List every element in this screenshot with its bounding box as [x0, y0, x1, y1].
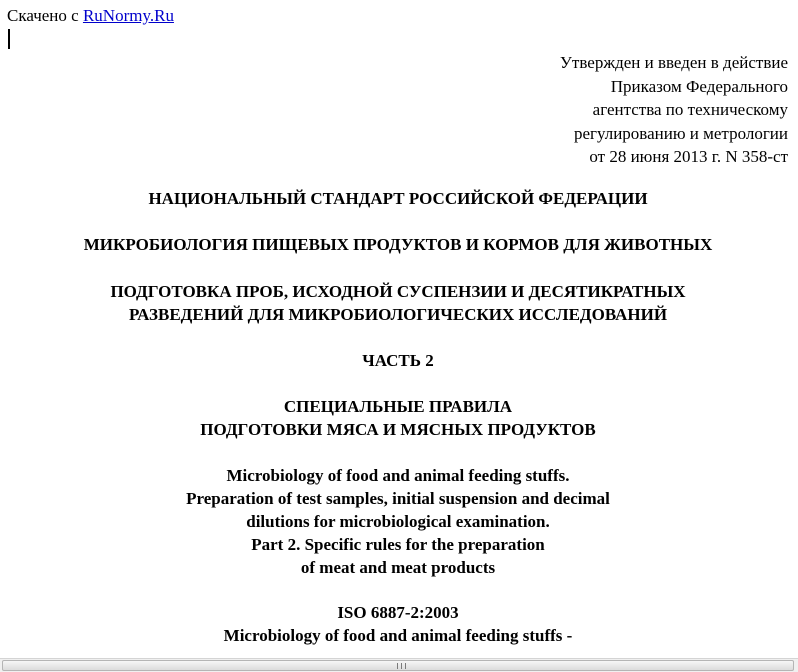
- iso-code: ISO 6887-2:2003: [337, 603, 459, 622]
- grip-icon: [397, 663, 406, 669]
- part-text: ЧАСТЬ 2: [362, 351, 434, 370]
- approval-line: от 28 июня 2013 г. N 358-ст: [589, 147, 788, 166]
- approval-block: [368, 51, 788, 169]
- approval-line: регулированию и метрологии: [573, 123, 788, 143]
- approval-line: Утвержден и введен в действие: [559, 53, 788, 72]
- preparation-heading: [0, 280, 796, 326]
- part-heading: [0, 349, 796, 372]
- iso-title-line: Microbiology of food and animal feeding stuffs -: [223, 626, 573, 645]
- english-title-line: dilutions for microbiological examination.: [246, 512, 550, 531]
- horizontal-scrollbar[interactable]: [0, 658, 798, 672]
- text-caret: [8, 29, 10, 49]
- national-standard-text: НАЦИОНАЛЬНЫЙ СТАНДАРТ РОССИЙСКОЙ ФЕДЕРАЦИИ: [148, 189, 648, 208]
- preparation-line: РАЗВЕДЕНИЙ ДЛЯ МИКРОБИОЛОГИЧЕСКИХ ИССЛЕДОВАНИЙ: [128, 305, 668, 324]
- runormy-link[interactable]: RuNormy.Ru: [82, 6, 174, 25]
- english-title-line: of meat and meat products: [300, 558, 496, 577]
- preparation-line: ПОДГОТОВКА ПРОБ, ИСХОДНОЙ СУСПЕНЗИИ И ДЕСЯТИКРАТНЫХ: [110, 282, 686, 301]
- english-title-line: Part 2. Specific rules for the preparation: [251, 535, 545, 554]
- source-line: [7, 5, 174, 27]
- iso-block: [0, 601, 796, 647]
- special-rules-line: ПОДГОТОВКИ МЯСА И МЯСНЫХ ПРОДУКТОВ: [200, 420, 596, 439]
- microbiology-text: МИКРОБИОЛОГИЯ ПИЩЕВЫХ ПРОДУКТОВ И КОРМОВ ДЛЯ ЖИВОТНЫХ: [83, 235, 713, 254]
- approval-line: агентства по техническому: [592, 100, 788, 119]
- english-title-line: Preparation of test samples, initial suspension and decimal: [186, 489, 610, 508]
- english-title-line: Microbiology of food and animal feeding stuffs.: [226, 466, 570, 485]
- microbiology-heading: [0, 233, 796, 256]
- national-standard-heading: [0, 187, 796, 210]
- approval-line: Приказом Федерального: [610, 76, 788, 96]
- scrollbar-thumb[interactable]: [2, 660, 794, 671]
- source-prefix: Скачено с: [7, 6, 83, 25]
- special-rules-heading: [0, 395, 796, 441]
- special-rules-line: СПЕЦИАЛЬНЫЕ ПРАВИЛА: [283, 397, 513, 416]
- english-title-block: [0, 464, 796, 579]
